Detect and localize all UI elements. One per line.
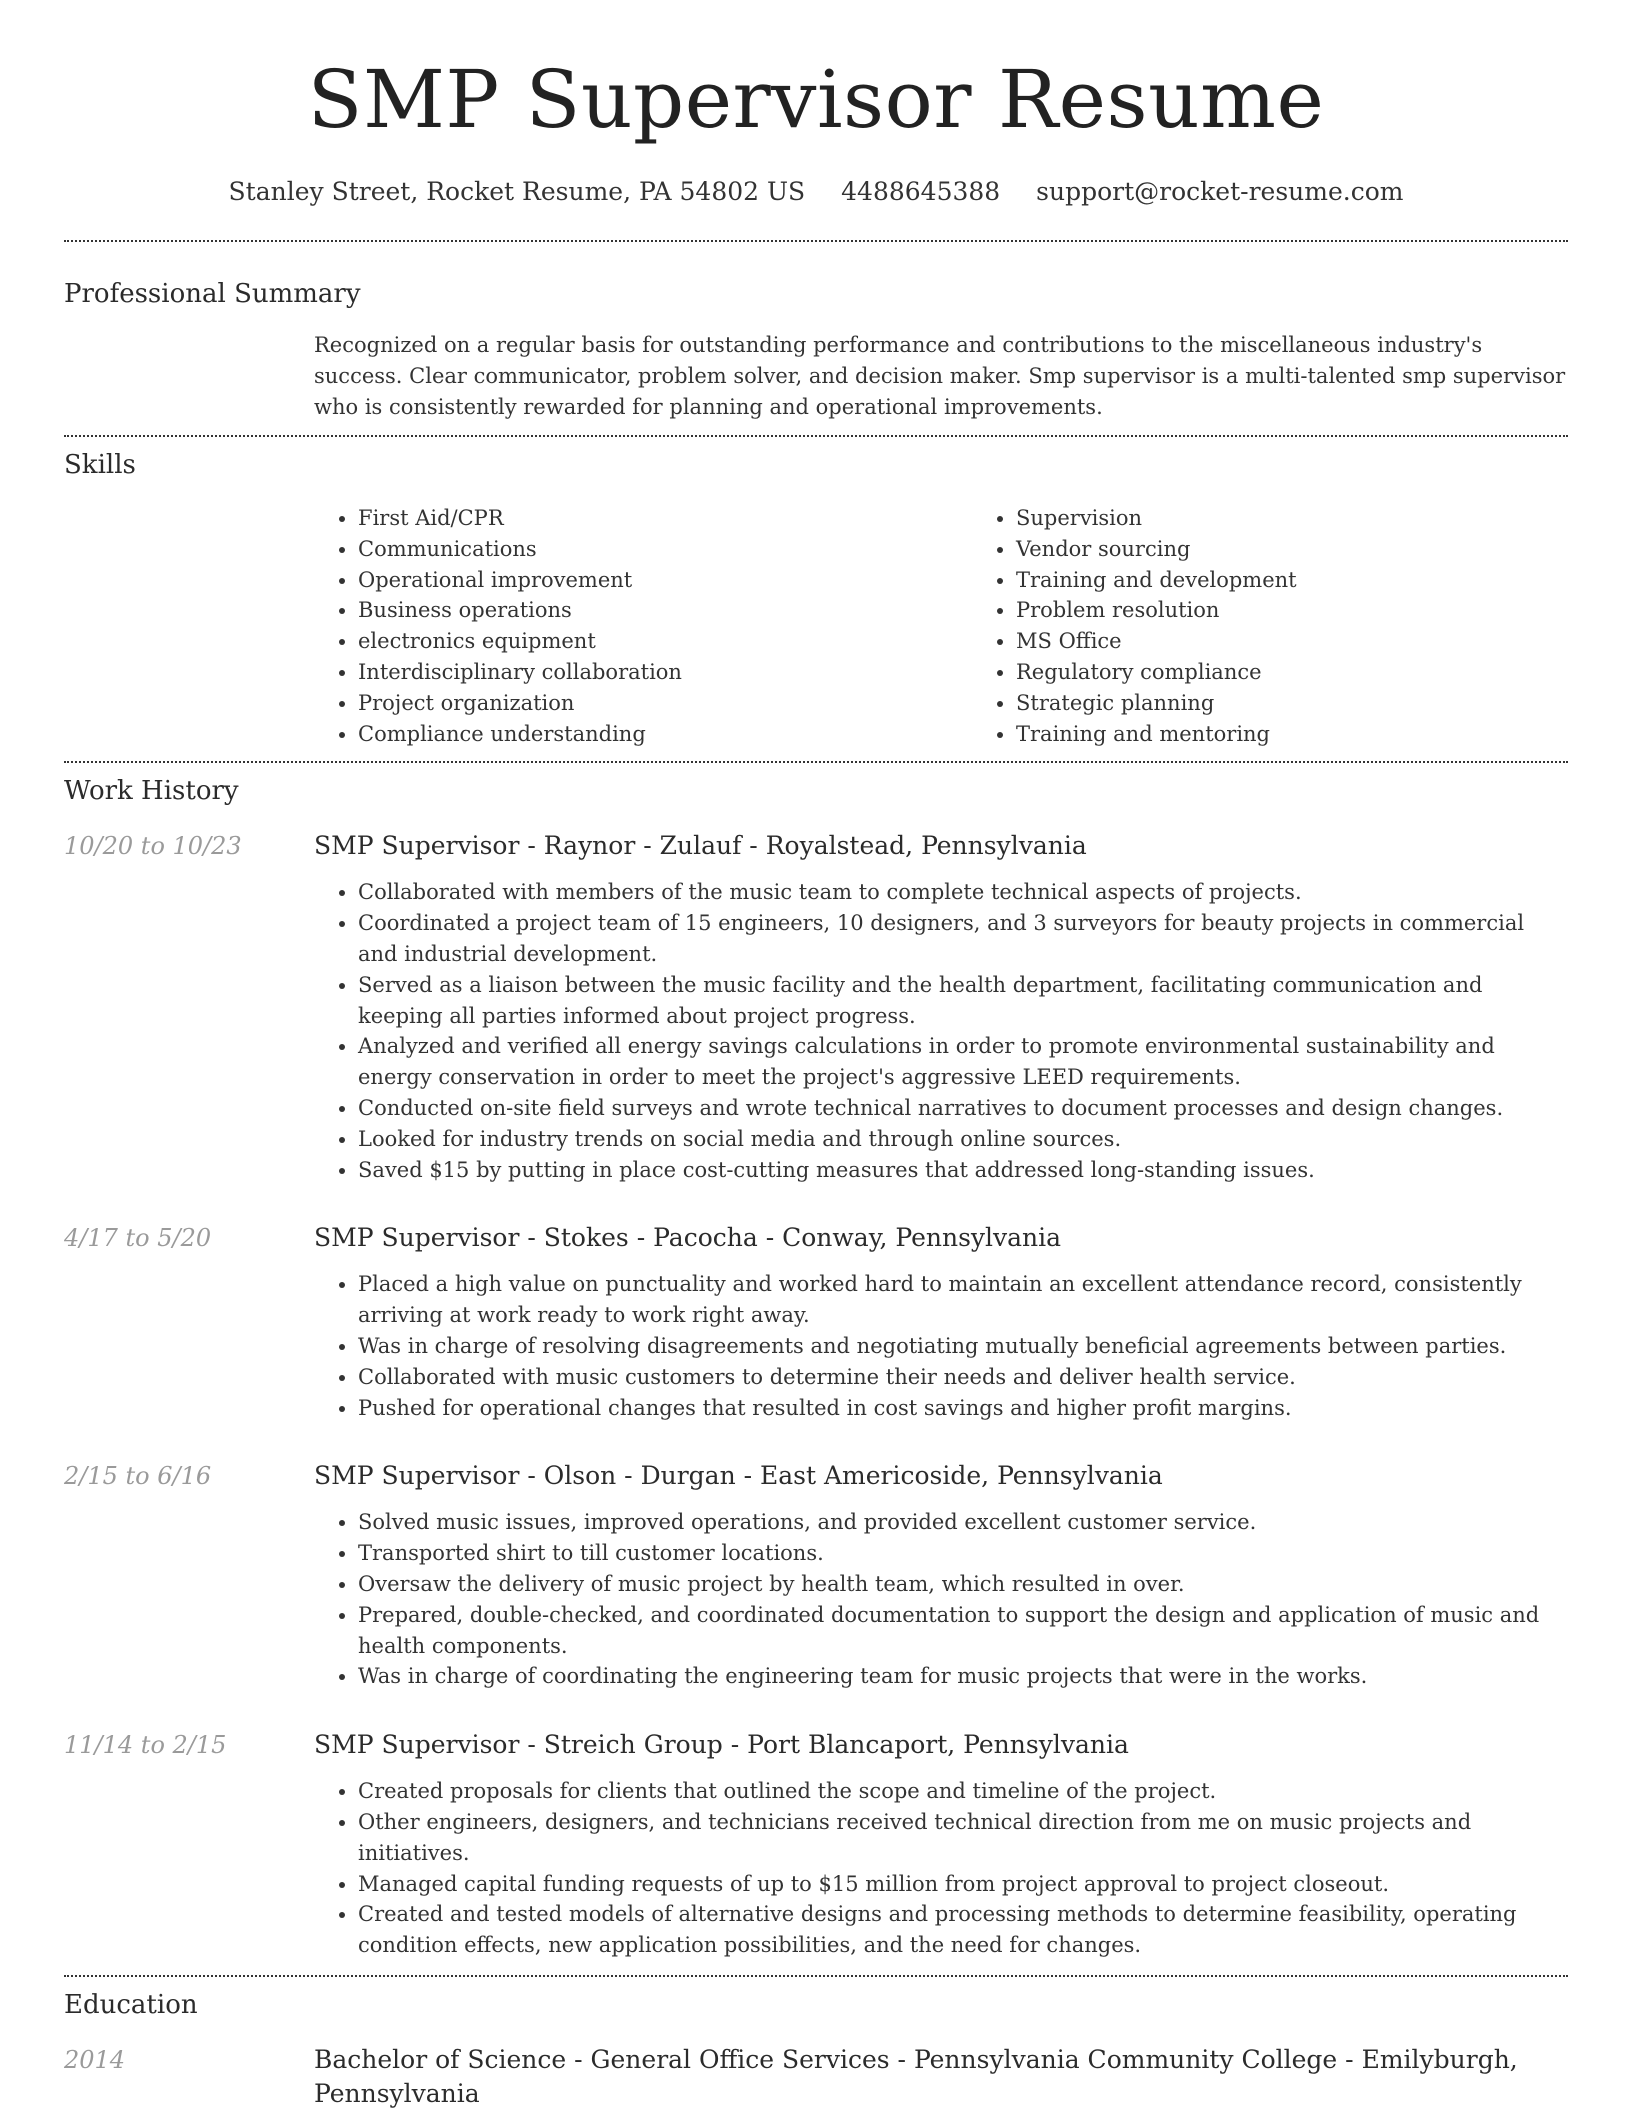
skill-item: • Communications — [358, 534, 972, 565]
job-bullet: • Prepared, double-checked, and coordinated documentation to support the design and application of music and health components. — [358, 1600, 1568, 1662]
job-entry — [64, 1728, 1568, 1975]
job-title: SMP Supervisor - Olson - Durgan - East Americoside, Pennsylvania — [314, 1461, 1163, 1491]
summary-section — [64, 242, 1568, 435]
job-bullet: • Collaborated with members of the music team to complete technical aspects of projects. — [358, 877, 1568, 908]
job-bullet: • Looked for industry trends on social media and through online sources. — [358, 1124, 1568, 1155]
skill-item: • electronics equipment — [358, 626, 972, 657]
skill-item: • First Aid/CPR — [358, 503, 972, 534]
skills-spacer — [64, 503, 314, 749]
job-bullets — [314, 877, 1568, 1185]
job-entry — [64, 1459, 1568, 1692]
job-bullet: • Solved music issues, improved operations, and provided excellent customer service. — [358, 1507, 1568, 1538]
section-heading-summary: Professional Summary — [64, 279, 361, 309]
job-bullet: • Served as a liaison between the music facility and the health department, facilitating communication and keeping all parties informed about project progress. — [358, 970, 1568, 1032]
skill-item: • Problem resolution — [1016, 595, 1630, 626]
skill-item: • Business operations — [358, 595, 972, 626]
job-bullet: • Collaborated with music customers to determine their needs and deliver health service. — [358, 1362, 1568, 1393]
skills-list-left — [314, 503, 972, 749]
section-heading-education: Education — [64, 1989, 198, 2020]
job-title: SMP Supervisor - Raynor - Zulauf - Royalstead, Pennsylvania — [314, 831, 1087, 861]
summary-spacer — [64, 330, 314, 423]
section-heading-work: Work History — [64, 776, 239, 807]
job-bullet: • Pushed for operational changes that resulted in cost savings and higher profit margins. — [358, 1393, 1568, 1424]
education-entry — [64, 2043, 1568, 2111]
job-bullet: • Placed a high value on punctuality and worked hard to maintain an excellent attendance record, consistently arriving at work ready to work right away. — [358, 1269, 1568, 1331]
skills-grid — [314, 503, 1568, 749]
job-entry — [64, 829, 1568, 1185]
job-bullet: • Saved $15 by putting in place cost-cutting measures that addressed long-standing issues. — [358, 1155, 1568, 1186]
job-bullet: • Conducted on-site field surveys and wrote technical narratives to document processes and design changes. — [358, 1093, 1568, 1124]
job-entry — [64, 1221, 1568, 1423]
contact-email: support@rocket-resume.com — [1036, 177, 1404, 206]
skill-item: • Interdisciplinary collaboration — [358, 657, 972, 688]
contact-address: Stanley Street, Rocket Resume, PA 54802 US — [228, 177, 806, 206]
skill-item: • Regulatory compliance — [1016, 657, 1630, 688]
contact-phone: 4488645388 — [841, 177, 1001, 206]
job-bullet: • Oversaw the delivery of music project by health team, which resulted in over. — [358, 1569, 1568, 1600]
job-title: SMP Supervisor - Stokes - Pacocha - Conway, Pennsylvania — [314, 1223, 1062, 1253]
education-section — [64, 1977, 1568, 2111]
job-dates: 4/17 to 5/20 — [64, 1224, 212, 1253]
job-bullet: • Analyzed and verified all energy savings calculations in order to promote environmental sustainability and energy conservation in order to meet the project's aggressive LEED requirements. — [358, 1031, 1568, 1093]
skill-item: • Training and mentoring — [1016, 719, 1630, 750]
job-bullet: • Coordinated a project team of 15 engineers, 10 designers, and 3 surveyors for beauty projects in commercial and industrial development. — [358, 908, 1568, 970]
skill-item: • Training and development — [1016, 565, 1630, 596]
job-bullet: • Managed capital funding requests of up to $15 million from project approval to project closeout. — [358, 1869, 1568, 1900]
job-bullet: • Other engineers, designers, and technicians received technical direction from me on music projects and initiatives. — [358, 1807, 1568, 1869]
work-history-section — [64, 763, 1568, 1975]
skill-item: • MS Office — [1016, 626, 1630, 657]
page-title: SMP Supervisor Resume — [307, 53, 1325, 146]
job-title: SMP Supervisor - Streich Group - Port Blancaport, Pennsylvania — [314, 1730, 1129, 1760]
job-bullet: • Was in charge of coordinating the engineering team for music projects that were in the works. — [358, 1661, 1568, 1692]
skill-item: • Vendor sourcing — [1016, 534, 1630, 565]
job-bullets — [314, 1776, 1568, 1961]
skills-section — [64, 437, 1568, 761]
education-degree: Bachelor of Science - General Office Services - Pennsylvania Community College - Emilyburgh, Pennsylvania — [314, 2044, 1518, 2108]
job-dates: 10/20 to 10/23 — [64, 832, 242, 861]
skill-item: • Supervision — [1016, 503, 1630, 534]
skill-item: • Operational improvement — [358, 565, 972, 596]
skill-item: • Strategic planning — [1016, 688, 1630, 719]
education-year: 2014 — [64, 2045, 126, 2074]
section-heading-skills: Skills — [64, 450, 136, 480]
job-bullet: • Transported shirt to till customer locations. — [358, 1538, 1568, 1569]
contact-line — [64, 174, 1568, 210]
job-dates: 2/15 to 6/16 — [64, 1462, 212, 1491]
skill-item: • Compliance understanding — [358, 719, 972, 750]
job-bullet: • Was in charge of resolving disagreements and negotiating mutually beneficial agreements between parties. — [358, 1331, 1568, 1362]
job-bullet: • Created proposals for clients that outlined the scope and timeline of the project. — [358, 1776, 1568, 1807]
job-bullet: • Created and tested models of alternative designs and processing methods to determine feasibility, operating condition effects, new application possibilities, and the need for changes. — [358, 1899, 1568, 1961]
job-dates: 11/14 to 2/15 — [64, 1731, 227, 1760]
job-bullets — [314, 1507, 1568, 1692]
summary-text: Recognized on a regular basis for outstanding performance and contributions to the miscellaneous industry's success. Clear communicator, problem solver, and decision maker. Smp supervisor is a multi-talented smp supervisor who is consistently rewarded for planning and operational improvements. — [314, 333, 1566, 419]
skill-item: • Project organization — [358, 688, 972, 719]
job-bullets — [314, 1269, 1568, 1423]
skills-list-right — [972, 503, 1630, 749]
